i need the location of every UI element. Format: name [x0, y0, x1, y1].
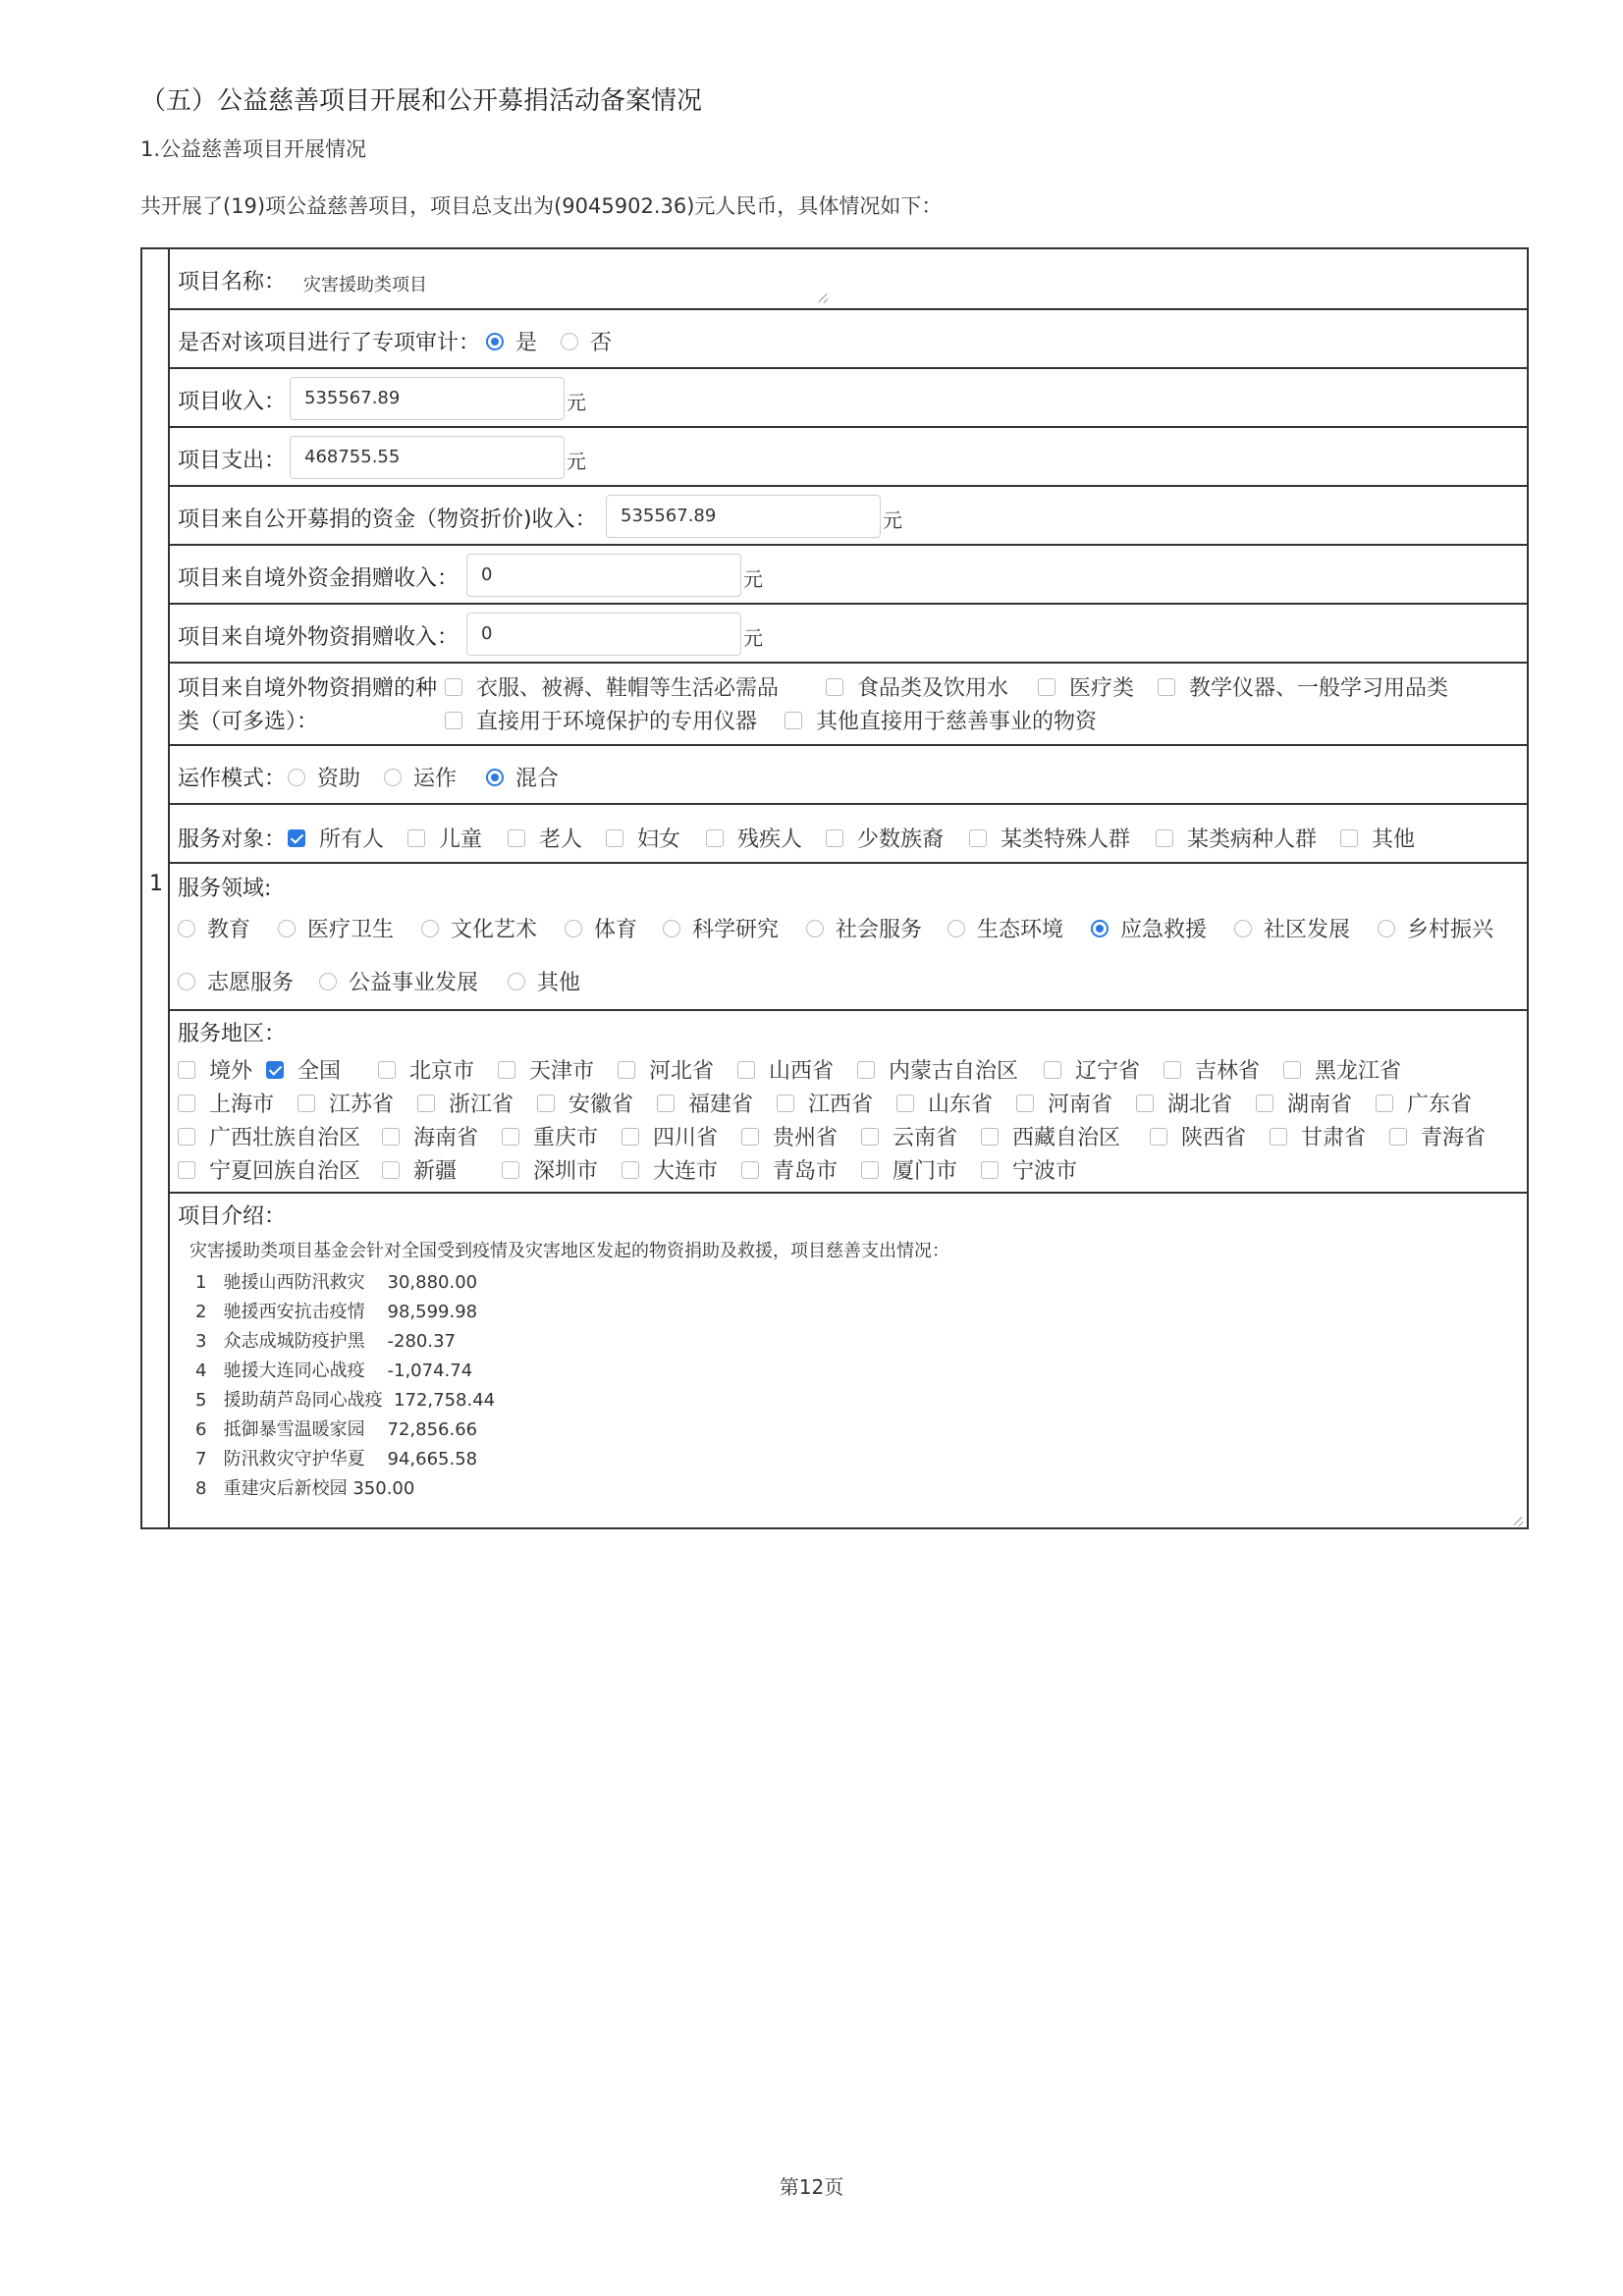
- income-label: 项目收入：: [178, 390, 287, 414]
- checkbox-icon[interactable]: [1283, 1061, 1301, 1079]
- region-option-label: 云南省: [893, 1126, 958, 1150]
- target-option[interactable]: [706, 823, 802, 853]
- target-option-label: 老人: [539, 828, 583, 852]
- region-option[interactable]: [657, 1088, 753, 1118]
- field-option[interactable]: [508, 966, 580, 996]
- row-service-regions: [170, 1011, 1527, 1194]
- field-option[interactable]: [319, 966, 478, 996]
- region-option-label: 河北省: [649, 1059, 715, 1084]
- audit-label: 是否对该项目进行了专项审计：: [178, 331, 481, 355]
- field-label: 服务领域:: [178, 877, 272, 901]
- row-audit: [170, 310, 1527, 369]
- mode-option-label: 运作: [413, 767, 458, 791]
- goods-type-option-label: 直接用于环境保护的专用仪器: [476, 710, 758, 734]
- target-option[interactable]: [508, 823, 582, 853]
- goods-type-option[interactable]: [445, 705, 757, 735]
- record-rows: [170, 249, 1527, 1531]
- target-option-label: 所有人: [319, 828, 385, 852]
- resize-handle-icon[interactable]: [818, 293, 828, 302]
- goods-type-label: 项目来自境外物资捐赠的种: [178, 676, 438, 701]
- checkbox-icon[interactable]: [826, 678, 843, 696]
- region-option-label: 甘肃省: [1301, 1126, 1367, 1150]
- target-option[interactable]: [1156, 823, 1317, 853]
- goods-type-option-label: 医疗类: [1069, 676, 1135, 701]
- region-option-label: 吉林省: [1195, 1059, 1261, 1084]
- region-option[interactable]: [896, 1088, 993, 1118]
- intro-paragraph: 灾害援助类项目基金会针对全国受到疫情及灾害地区发起的物资捐助及救援，项目慈善支出情况：: [189, 1241, 949, 1261]
- intro-list-item: 6 抵御暴雪温暖家园 72,856.66: [195, 1419, 478, 1440]
- region-option-label: 内蒙古自治区: [889, 1059, 1019, 1084]
- mode-option-label: 资助: [317, 767, 361, 791]
- checkbox-icon[interactable]: [826, 829, 843, 847]
- checkbox-icon[interactable]: [1136, 1095, 1154, 1112]
- checkbox-icon[interactable]: [1044, 1061, 1061, 1079]
- region-option[interactable]: [1136, 1088, 1232, 1118]
- target-option-label: 妇女: [637, 828, 681, 852]
- region-option-label: 天津市: [529, 1059, 595, 1084]
- section-heading: （五）公益慈善项目开展和公开募捐活动备案情况: [140, 86, 703, 116]
- checkbox-icon[interactable]: [1376, 1095, 1393, 1112]
- checkbox-icon[interactable]: [178, 1128, 195, 1146]
- checkbox-icon[interactable]: [498, 1061, 515, 1079]
- checkbox-icon[interactable]: [606, 829, 623, 847]
- region-option-label: 湖南省: [1287, 1093, 1353, 1117]
- checkbox-icon[interactable]: [382, 1128, 400, 1146]
- checkbox-icon[interactable]: [445, 712, 462, 729]
- region-option-label: 西藏自治区: [1012, 1126, 1121, 1150]
- field-option-label: 乡村振兴: [1407, 918, 1494, 942]
- record-index: 1: [149, 872, 163, 896]
- target-option-label: 其他: [1372, 828, 1416, 852]
- checkbox-icon[interactable]: [1270, 1128, 1287, 1146]
- field-option[interactable]: [1378, 913, 1493, 943]
- mode-option[interactable]: [384, 762, 457, 792]
- region-option-label: 江西省: [808, 1093, 874, 1117]
- row-overseas-cash: [170, 546, 1527, 605]
- target-option-label: 儿童: [439, 828, 483, 852]
- checkbox-icon[interactable]: [1389, 1128, 1407, 1146]
- checkbox-icon[interactable]: [741, 1128, 759, 1146]
- radio-icon[interactable]: [278, 920, 296, 937]
- region-option-label: 湖北省: [1167, 1093, 1233, 1117]
- row-service-targets: [170, 805, 1527, 864]
- checkbox-icon[interactable]: [622, 1161, 639, 1179]
- region-option-label: 厦门市: [893, 1159, 958, 1184]
- overseas-goods-field[interactable]: 0: [466, 613, 741, 656]
- radio-icon[interactable]: [486, 769, 504, 786]
- region-option-label: 北京市: [409, 1059, 475, 1084]
- expense-label: 项目支出：: [178, 449, 287, 473]
- checkbox-icon[interactable]: [288, 829, 305, 847]
- row-service-fields: [170, 864, 1527, 1011]
- checkbox-icon[interactable]: [981, 1128, 999, 1146]
- radio-icon[interactable]: [508, 973, 525, 990]
- target-option[interactable]: [969, 823, 1130, 853]
- goods-type-option[interactable]: [1158, 671, 1448, 702]
- region-option[interactable]: [777, 1088, 873, 1118]
- intro-label: 项目介绍：: [178, 1204, 287, 1229]
- field-option-label: 公益事业发展: [349, 971, 479, 995]
- region-option[interactable]: [382, 1154, 457, 1185]
- region-option[interactable]: [537, 1088, 633, 1118]
- checkbox-icon[interactable]: [1163, 1061, 1181, 1079]
- page-number: 第12页: [779, 2175, 844, 2199]
- project-name-label: 项目名称：: [178, 270, 287, 294]
- row-project-intro: [170, 1194, 1527, 1531]
- checkbox-icon[interactable]: [706, 829, 724, 847]
- checkbox-icon[interactable]: [266, 1061, 284, 1079]
- region-option-label: 陕西省: [1181, 1126, 1247, 1150]
- region-option-label: 宁波市: [1012, 1159, 1078, 1184]
- intro-list-item: 8 重建灾后新校园 350.00: [195, 1478, 415, 1499]
- region-option[interactable]: [417, 1088, 514, 1118]
- goods-type-option-label: 食品类及饮用水: [857, 676, 1009, 701]
- region-option[interactable]: [382, 1121, 478, 1151]
- checkbox-icon[interactable]: [298, 1095, 315, 1112]
- unit-label: 元: [567, 391, 586, 414]
- audit-option-label: 是: [515, 331, 538, 355]
- target-option-label: 少数族裔: [857, 828, 945, 852]
- checkbox-icon[interactable]: [378, 1061, 396, 1079]
- region-option[interactable]: [378, 1054, 474, 1085]
- radio-icon[interactable]: [178, 973, 195, 990]
- checkbox-icon[interactable]: [178, 1161, 195, 1179]
- field-option[interactable]: [947, 913, 1063, 943]
- region-option[interactable]: [981, 1121, 1120, 1151]
- region-option[interactable]: [1016, 1088, 1112, 1118]
- region-option[interactable]: [741, 1121, 838, 1151]
- radio-icon[interactable]: [565, 920, 582, 937]
- goods-type-option[interactable]: [445, 671, 779, 702]
- overseas-goods-label: 项目来自境外物资捐赠收入：: [178, 625, 460, 650]
- region-option[interactable]: [502, 1154, 598, 1185]
- radio-icon[interactable]: [947, 920, 965, 937]
- radio-icon[interactable]: [288, 769, 305, 786]
- region-option[interactable]: [502, 1121, 598, 1151]
- audit-option-yes[interactable]: [486, 326, 537, 356]
- checkbox-icon[interactable]: [618, 1061, 635, 1079]
- region-option-label: 安徽省: [568, 1093, 634, 1117]
- checkbox-icon[interactable]: [1150, 1128, 1167, 1146]
- checkbox-icon[interactable]: [537, 1095, 555, 1112]
- overseas-cash-field[interactable]: 0: [466, 554, 741, 597]
- field-option-label: 生态环境: [977, 918, 1064, 942]
- row-overseas-goods: [170, 605, 1527, 664]
- index-column: [142, 249, 170, 1527]
- region-option-label: 广西壮族自治区: [209, 1126, 361, 1150]
- field-option[interactable]: [278, 913, 394, 943]
- audit-option-label: 否: [590, 331, 613, 355]
- region-option-label: 上海市: [209, 1093, 275, 1117]
- field-option[interactable]: [806, 913, 922, 943]
- checkbox-icon[interactable]: [1158, 678, 1175, 696]
- region-option-label: 福建省: [688, 1093, 754, 1117]
- checkbox-icon[interactable]: [1016, 1095, 1034, 1112]
- region-option-label: 四川省: [653, 1126, 719, 1150]
- region-option[interactable]: [1044, 1054, 1140, 1085]
- row-public-fund: [170, 487, 1527, 546]
- field-option-label: 志愿服务: [207, 971, 295, 995]
- field-option[interactable]: [1234, 913, 1350, 943]
- region-option-label: 全国: [298, 1059, 342, 1084]
- region-option[interactable]: [618, 1054, 714, 1085]
- checkbox-icon[interactable]: [445, 678, 462, 696]
- region-option-label: 江苏省: [329, 1093, 395, 1117]
- checkbox-icon[interactable]: [1156, 829, 1173, 847]
- region-option[interactable]: [737, 1054, 834, 1085]
- public-fund-field[interactable]: 535567.89: [606, 495, 881, 538]
- region-option-label: 黑龙江省: [1315, 1059, 1402, 1084]
- region-option-label: 青海省: [1421, 1126, 1487, 1150]
- region-option[interactable]: [1389, 1121, 1486, 1151]
- region-option-label: 青岛市: [773, 1159, 839, 1184]
- region-option[interactable]: [1270, 1121, 1366, 1151]
- resize-handle-icon[interactable]: [1513, 1516, 1523, 1525]
- goods-type-label: 类（可多选）：: [178, 710, 319, 734]
- region-option-label: 新疆: [413, 1159, 458, 1184]
- checkbox-icon[interactable]: [502, 1161, 519, 1179]
- region-option-label: 河南省: [1048, 1093, 1113, 1117]
- checkbox-icon[interactable]: [1038, 678, 1055, 696]
- target-option-label: 残疾人: [737, 828, 803, 852]
- field-option-label: 文化艺术: [451, 918, 538, 942]
- checkbox-icon[interactable]: [1256, 1095, 1273, 1112]
- target-option[interactable]: [606, 823, 680, 853]
- region-label: 服务地区：: [178, 1022, 287, 1046]
- radio-icon[interactable]: [486, 333, 504, 350]
- goods-type-option-label: 衣服、被褥、鞋帽等生活必需品: [476, 676, 780, 701]
- intro-list-item: 7 防汛救灾守护华夏 94,665.58: [195, 1449, 478, 1469]
- intro-list-item: 5 援助葫芦岛同心战疫 172,758.44: [195, 1390, 496, 1411]
- region-option-label: 境外: [209, 1059, 253, 1084]
- checkbox-icon[interactable]: [981, 1161, 999, 1179]
- radio-icon[interactable]: [319, 973, 337, 990]
- checkbox-icon[interactable]: [737, 1061, 755, 1079]
- field-option-label: 社会服务: [836, 918, 923, 942]
- field-option[interactable]: [1091, 913, 1207, 943]
- checkbox-icon[interactable]: [502, 1128, 519, 1146]
- income-field[interactable]: 535567.89: [290, 377, 565, 420]
- region-option-label: 深圳市: [533, 1159, 599, 1184]
- goods-type-option[interactable]: [1038, 671, 1134, 702]
- goods-type-option-label: 教学仪器、一般学习用品类: [1189, 676, 1449, 701]
- row-operation-mode: [170, 746, 1527, 805]
- region-option[interactable]: [298, 1088, 394, 1118]
- row-project-name: [170, 249, 1527, 310]
- target-option[interactable]: [1340, 823, 1415, 853]
- radio-icon[interactable]: [1378, 920, 1395, 937]
- checkbox-icon[interactable]: [861, 1161, 879, 1179]
- region-option[interactable]: [622, 1121, 718, 1151]
- radio-icon[interactable]: [561, 333, 578, 350]
- region-option[interactable]: [861, 1121, 957, 1151]
- unit-label: 元: [743, 626, 763, 650]
- region-option[interactable]: [178, 1121, 360, 1151]
- region-option[interactable]: [178, 1088, 274, 1118]
- region-option-label: 浙江省: [449, 1093, 514, 1117]
- project-record-table: [140, 247, 1529, 1529]
- field-option-label: 体育: [594, 918, 638, 942]
- region-option[interactable]: [266, 1054, 341, 1085]
- row-income: [170, 369, 1527, 428]
- target-option[interactable]: [407, 823, 482, 853]
- checkbox-icon[interactable]: [896, 1095, 914, 1112]
- checkbox-icon[interactable]: [407, 829, 425, 847]
- goods-type-option[interactable]: [784, 705, 1097, 735]
- radio-icon[interactable]: [421, 920, 439, 937]
- mode-option[interactable]: [288, 762, 360, 792]
- field-option[interactable]: [178, 966, 294, 996]
- checkbox-icon[interactable]: [861, 1128, 879, 1146]
- checkbox-icon[interactable]: [382, 1161, 400, 1179]
- radio-icon[interactable]: [663, 920, 680, 937]
- region-option[interactable]: [1163, 1054, 1260, 1085]
- target-option-label: 某类特殊人群: [1001, 828, 1131, 852]
- unit-label: 元: [883, 508, 902, 532]
- region-option-label: 重庆市: [533, 1126, 599, 1150]
- region-option-label: 贵州省: [773, 1126, 839, 1150]
- checkbox-icon[interactable]: [1340, 829, 1358, 847]
- goods-type-option-label: 其他直接用于慈善事业的物资: [816, 710, 1098, 734]
- region-option[interactable]: [981, 1154, 1077, 1185]
- target-option[interactable]: [826, 823, 944, 853]
- overseas-cash-label: 项目来自境外资金捐赠收入：: [178, 566, 460, 591]
- region-option-label: 广东省: [1407, 1093, 1473, 1117]
- mode-option-label: 混合: [515, 767, 560, 791]
- region-option[interactable]: [861, 1154, 957, 1185]
- region-option-label: 宁夏回族自治区: [209, 1159, 361, 1184]
- field-option-label: 教育: [207, 918, 251, 942]
- public-fund-label: 项目来自公开募捐的资金（物资折价)收入：: [178, 507, 597, 532]
- field-option[interactable]: [565, 913, 637, 943]
- checkbox-icon[interactable]: [741, 1161, 759, 1179]
- summary-text: 共开展了(19)项公益慈善项目，项目总支出为(9045902.36)元人民币，具体情况如下：: [140, 194, 943, 218]
- region-option[interactable]: [741, 1154, 838, 1185]
- region-option[interactable]: [1283, 1054, 1401, 1085]
- radio-icon[interactable]: [178, 920, 195, 937]
- target-label: 服务对象：: [178, 828, 287, 852]
- row-goods-types: [170, 664, 1527, 746]
- expense-field[interactable]: 468755.55: [290, 436, 565, 479]
- radio-icon[interactable]: [384, 769, 402, 786]
- subsection-heading: 1.公益慈善项目开展情况: [140, 137, 367, 161]
- checkbox-icon[interactable]: [622, 1128, 639, 1146]
- checkbox-icon[interactable]: [657, 1095, 675, 1112]
- radio-icon[interactable]: [806, 920, 824, 937]
- field-option-label: 应急救援: [1120, 918, 1208, 942]
- radio-icon[interactable]: [1234, 920, 1252, 937]
- checkbox-icon[interactable]: [857, 1061, 875, 1079]
- region-option[interactable]: [178, 1054, 252, 1085]
- region-option[interactable]: [498, 1054, 594, 1085]
- checkbox-icon[interactable]: [969, 829, 987, 847]
- region-option-label: 山西省: [769, 1059, 835, 1084]
- field-option[interactable]: [663, 913, 779, 943]
- region-option[interactable]: [857, 1054, 1018, 1085]
- intro-list-item: 1 驰援山西防汛救灾 30,880.00: [195, 1272, 478, 1293]
- goods-type-option[interactable]: [826, 671, 1008, 702]
- intro-list-item: 4 驰援大连同心战疫 -1,074.74: [195, 1361, 473, 1381]
- radio-icon[interactable]: [1091, 920, 1109, 937]
- checkbox-icon[interactable]: [417, 1095, 435, 1112]
- unit-label: 元: [567, 450, 586, 473]
- region-option[interactable]: [1150, 1121, 1246, 1151]
- project-name-field[interactable]: 灾害援助类项目: [303, 275, 427, 295]
- region-option-label: 海南省: [413, 1126, 479, 1150]
- region-option[interactable]: [1376, 1088, 1472, 1118]
- checkbox-icon[interactable]: [777, 1095, 794, 1112]
- unit-label: 元: [743, 567, 763, 591]
- region-option[interactable]: [622, 1154, 718, 1185]
- checkbox-icon[interactable]: [178, 1095, 195, 1112]
- field-option[interactable]: [178, 913, 250, 943]
- region-option-label: 辽宁省: [1075, 1059, 1141, 1084]
- mode-label: 运作模式：: [178, 767, 287, 791]
- region-option[interactable]: [1256, 1088, 1352, 1118]
- field-option-label: 社区发展: [1264, 918, 1351, 942]
- checkbox-icon[interactable]: [178, 1061, 195, 1079]
- row-expense: [170, 428, 1527, 487]
- checkbox-icon[interactable]: [508, 829, 525, 847]
- audit-option-no[interactable]: [561, 326, 612, 356]
- intro-list-item: 3 众志成城防疫护黑 -280.37: [195, 1331, 456, 1352]
- region-option-label: 大连市: [653, 1159, 719, 1184]
- field-option-label: 科学研究: [692, 918, 780, 942]
- target-option[interactable]: [288, 823, 384, 853]
- intro-list-item: 2 驰援西安抗击疫情 98,599.98: [195, 1302, 478, 1322]
- target-option-label: 某类病种人群: [1187, 828, 1318, 852]
- checkbox-icon[interactable]: [784, 712, 802, 729]
- field-option[interactable]: [421, 913, 537, 943]
- field-option-label: 医疗卫生: [307, 918, 395, 942]
- field-option-label: 其他: [537, 971, 581, 995]
- region-option[interactable]: [178, 1154, 360, 1185]
- mode-option[interactable]: [486, 762, 559, 792]
- region-option-label: 山东省: [928, 1093, 994, 1117]
